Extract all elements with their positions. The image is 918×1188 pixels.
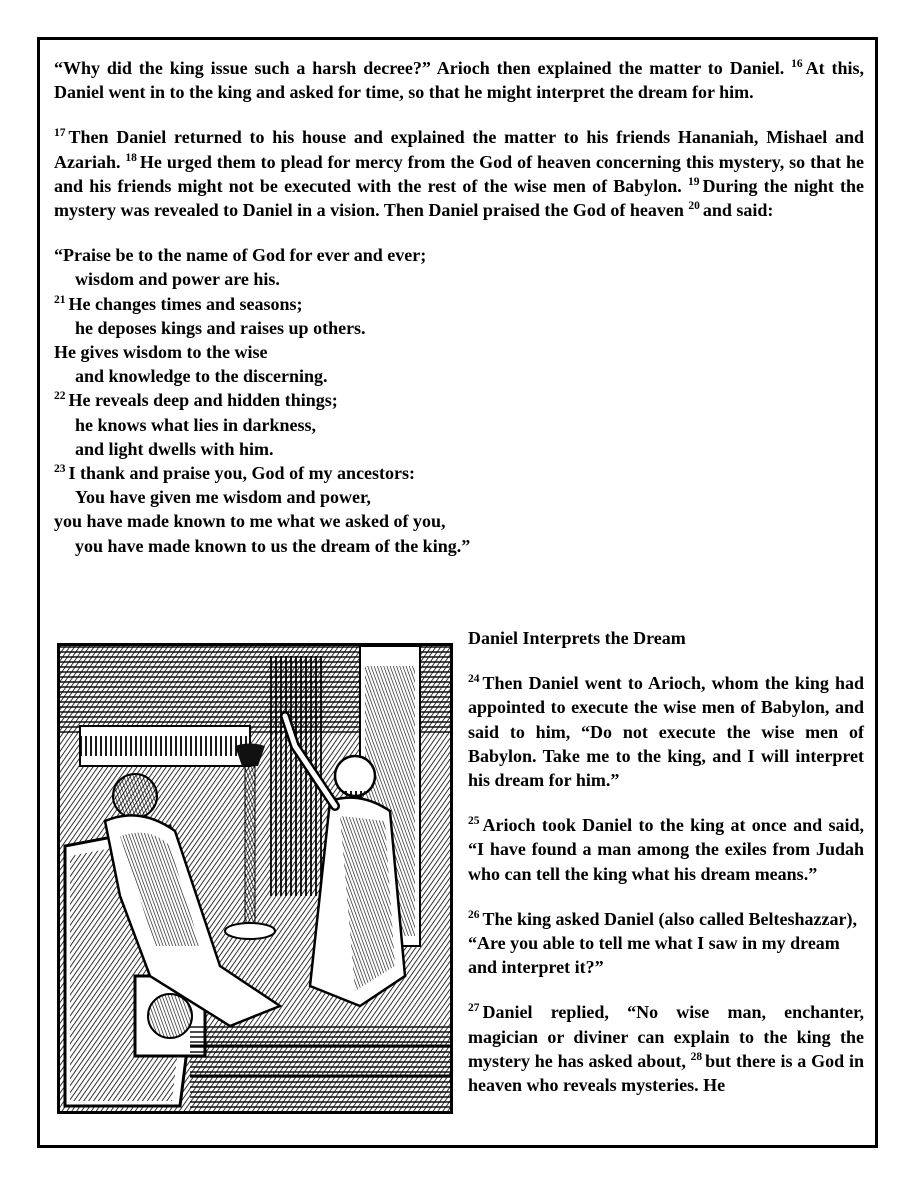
poem-line: and light dwells with him.: [75, 438, 274, 459]
verse-number-27: 27: [468, 1002, 480, 1015]
section-heading: Daniel Interprets the Dream: [468, 628, 686, 648]
poem-line: you have made known to me what we asked of you,: [54, 511, 446, 532]
verse-25-text: Arioch took Daniel to the king at once and said, “I have found a man among the exiles from Judah who can tell the king what his dream means.”: [468, 815, 864, 884]
poem-line: [54, 388, 864, 412]
poem-line: [54, 292, 864, 316]
paragraph-25: [468, 813, 864, 886]
verse-number-16: 16: [791, 58, 803, 70]
verse-18-text: He urged them to plead for mercy from the God of heaven concerning this mystery, so that he and his friends might not be executed with the rest of the wise men of Babylon.: [54, 151, 864, 196]
verse-17-text: Then Daniel returned to his house and explained the matter to his friends Hananiah, Mishael and Azariah.: [54, 127, 864, 172]
verse-number-22: 22: [54, 390, 66, 403]
verse-26-text: The king asked Daniel (also called Belteshazzar), “Are you able to tell me what I saw in my dream and interpret it?”: [468, 908, 857, 978]
poem-line-text: He changes times and seasons;: [68, 293, 303, 314]
poem-line: You have given me wisdom and power,: [75, 487, 371, 508]
verse-number-28: 28: [690, 1050, 703, 1063]
verse-number-23: 23: [54, 463, 66, 476]
paragraph-2: [54, 125, 864, 222]
verse-number-21: 21: [54, 293, 66, 306]
verse-number-20: 20: [688, 200, 700, 213]
poem-line: [54, 461, 864, 485]
verse-number-18: 18: [125, 151, 137, 164]
verse-15-text: “Why did the king issue such a harsh decree?” Arioch then explained the matter to Daniel.: [54, 58, 792, 78]
paragraph-26: [468, 907, 864, 980]
verse-20-text: and said:: [702, 200, 774, 221]
verse-28-text: but there is a God in heaven who reveals mysteries. He: [468, 1050, 864, 1096]
top-text-block: [54, 56, 864, 558]
right-text-block: [468, 626, 864, 1118]
verse-16-text: At this, Daniel went in to the king and asked for time, so that he might interpret the dream for him.: [54, 58, 864, 103]
verse-number-19: 19: [687, 175, 700, 188]
poem-line: “Praise be to the name of God for ever and ever;: [54, 245, 427, 266]
paragraph-1: [54, 56, 864, 104]
poem-line: you have made known to us the dream of the king.”: [75, 535, 471, 556]
poem-line: wisdom and power are his.: [75, 269, 280, 290]
poem-line: he knows what lies in darkness,: [75, 414, 317, 435]
verse-19-text: During the night the mystery was revealed to Daniel in a vision. Then Daniel praised the God of heaven: [54, 175, 865, 221]
paragraph-24: [468, 671, 864, 792]
poem-line: and knowledge to the discerning.: [75, 366, 328, 387]
poem: [54, 243, 864, 558]
engraving-illustration: [57, 643, 453, 1114]
poem-line: he deposes kings and raises up others.: [75, 317, 366, 338]
verse-number-26: 26: [468, 908, 480, 921]
poem-line-text: He reveals deep and hidden things;: [68, 390, 338, 411]
verse-27-text: Daniel replied, “No wise man, enchanter, magician or diviner can explain to the king the mystery he has asked about,: [468, 1002, 864, 1071]
verse-number-25: 25: [468, 815, 480, 828]
verse-24-text: Then Daniel went to Arioch, whom the king had appointed to execute the wise men of Babylon, and said to him, “Do not execute the wise men of Babylon. Take me to the king, and I will interpret his dream for him.”: [468, 673, 864, 791]
verse-number-24: 24: [468, 673, 480, 686]
poem-line-text: I thank and praise you, God of my ancestors:: [68, 463, 416, 484]
verse-number-17: 17: [54, 127, 66, 140]
poem-line: He gives wisdom to the wise: [54, 342, 268, 363]
paragraph-27: [468, 1000, 864, 1097]
